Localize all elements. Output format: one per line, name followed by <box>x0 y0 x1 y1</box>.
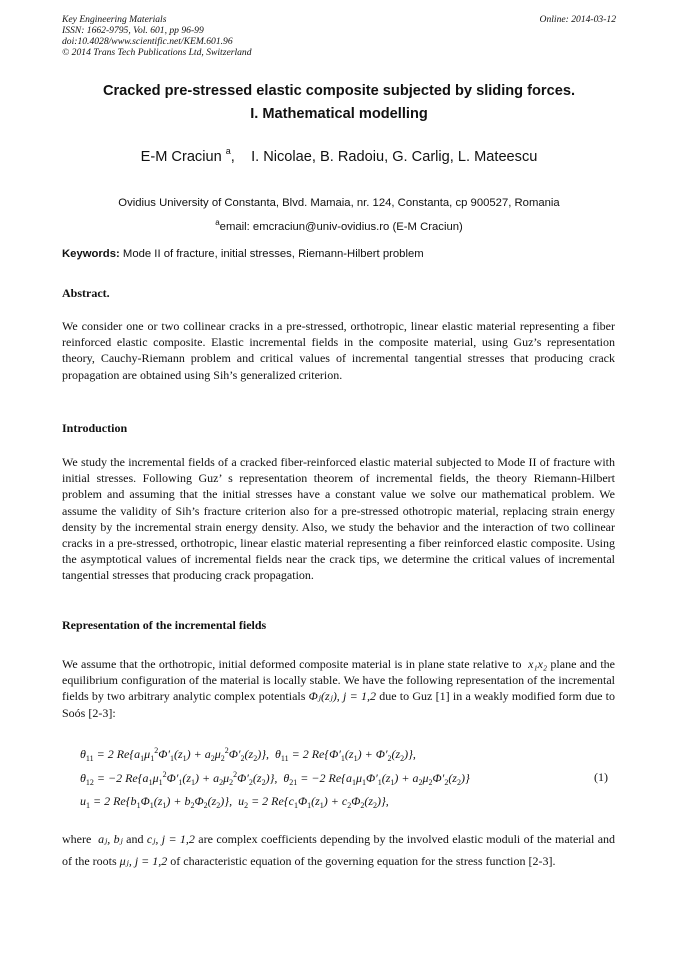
potential-phi: Φⱼ(zⱼ), j = 1,2 <box>308 689 376 704</box>
section-heading: Representation of the incremental fields <box>62 618 267 632</box>
keywords-label: Keywords: <box>62 248 120 260</box>
author-list: E-M Craciun $^a$, I. Nicolae, B. Radoiu, G. Carlig, L. Mateescu <box>140 146 538 165</box>
introduction-text: We study the incremental fields of a cracked fiber-reinforced elastic material subjected to Mode II of fracture with initial stresses. Following Guz’ s representation theorem of incremental fields, the theory Riemann-Hilbert problem and assuming that the initial stresses have a constant value we solve our mathematical problem. We assume the validity of Sih’s fracture criterion also for a pre-stressed othotropic material, replacing strain energy density by the incremental strain energy density. Also, we study the behavior and the interaction of two collinear cracks in a pre-stressed, orthotropic, linear elastic material representing a fiber reinforced elastic composite. Using the asymptotical values of incremental fields near the crack tips, we determine the critical values of incremental tangential stresses that producing crack propagation. <box>62 455 615 583</box>
other-authors: I. Nicolae, B. Radoiu, G. Carlig, L. Mateescu <box>251 149 538 165</box>
first-author-marker: a <box>225 146 231 156</box>
journal-copyright: © 2014 Trans Tech Publications Ltd, Switzerland <box>62 47 252 58</box>
equation-block <box>80 746 620 812</box>
equation-line-3: $u_1 = 2$ $Re\{b_1\Phi_1(z_1) + b_2\Phi_2(z_2)\}$, $u_2 = 2$ $Re\{c_1\Phi_1(z_1) + c_2\Phi_2(z_2)\}$, <box>80 794 389 810</box>
equation-line-1: $\theta_{11} = 2$ $Re\{a_1\mu_1^2\Phi'_1(z_1) + a_2\mu_2^2\Phi'_2(z_2)\}$, $\theta_{11} = 2$ $Re\{\Phi'_1(z_1) + \Phi'_2(z_2)\}$, <box>80 746 416 763</box>
introduction-heading: Introduction <box>62 421 128 435</box>
journal-name: Key Engineering Materials <box>62 14 167 25</box>
equation-line-2: $\theta_{12} = -2$ $Re\{a_1\mu_1^2\Phi'_1(z_1) + a_2\mu_2^2\Phi'_2(z_2)\}$, $\theta_{21} = -2$ $Re\{a_1\mu_1\Phi'_1(z_1) + a_2\mu_2\Phi'_2(z_2)\}$ <box>80 770 470 787</box>
abstract-text: We consider one or two collinear cracks in a pre-stressed, orthotropic, linear elastic material representing a fiber reinforced elastic composite. Elastic incremental fields in the composite material, using Guz’s representation theory, Cauchy-Riemann problem and critical values of incremental tangential stresses that producing crack propagation are obtained using Sih’s generalized criterion. <box>62 319 615 382</box>
affiliation-email: $^a$email: emcraciun@univ-ovidius.ro (E-M Craciun) <box>215 218 463 233</box>
section-paragraph-1: We assume that the orthotropic, initial deformed composite material is in plane state relative to x₁x₂ plane and the equilibrium configuration of the material is locally stable. We have the following representation of the incremental fields by two arbitrary analytic complex potentials Φⱼ(zⱼ), j = 1,2 due to Guz [1] in a weakly modified form due to Soós [2-3]: <box>62 657 616 720</box>
journal-issn: ISSN: 1662-9795, Vol. 601, pp 96-99 <box>62 25 204 36</box>
first-author: E-M Craciun <box>140 149 222 165</box>
affiliation <box>62 193 616 237</box>
affiliation-address: Ovidius University of Constanta, Blvd. Mamaia, nr. 124, Constanta, cp 900527, Romania <box>118 197 560 209</box>
keywords-text: Mode II of fracture, initial stresses, Riemann-Hilbert problem <box>122 248 424 260</box>
variable-x1x2: x₁x₂ <box>528 657 548 671</box>
journal-doi: doi:10.4028/www.scientific.net/KEM.601.96 <box>62 36 233 47</box>
equation-number: (1) <box>594 770 608 784</box>
section-paragraph-2: where aⱼ, bⱼ and cⱼ, j = 1,2 are complex coefficients depending by the involved elastic moduli of the material and of the roots μⱼ, j = 1,2 of characteristic equation of the governing equation for the stress function [2-3]. <box>62 832 616 868</box>
email-marker: a <box>215 218 220 227</box>
keywords <box>62 248 616 260</box>
paper-title <box>62 80 616 126</box>
online-date: Online: 2014-03-12 <box>539 14 616 25</box>
journal-header <box>62 14 616 58</box>
title-line-1: Cracked pre-stressed elastic composite subjected by sliding forces. <box>102 83 576 99</box>
title-line-2: I. Mathematical modelling <box>250 106 428 122</box>
abstract-heading: Abstract. <box>62 286 110 300</box>
